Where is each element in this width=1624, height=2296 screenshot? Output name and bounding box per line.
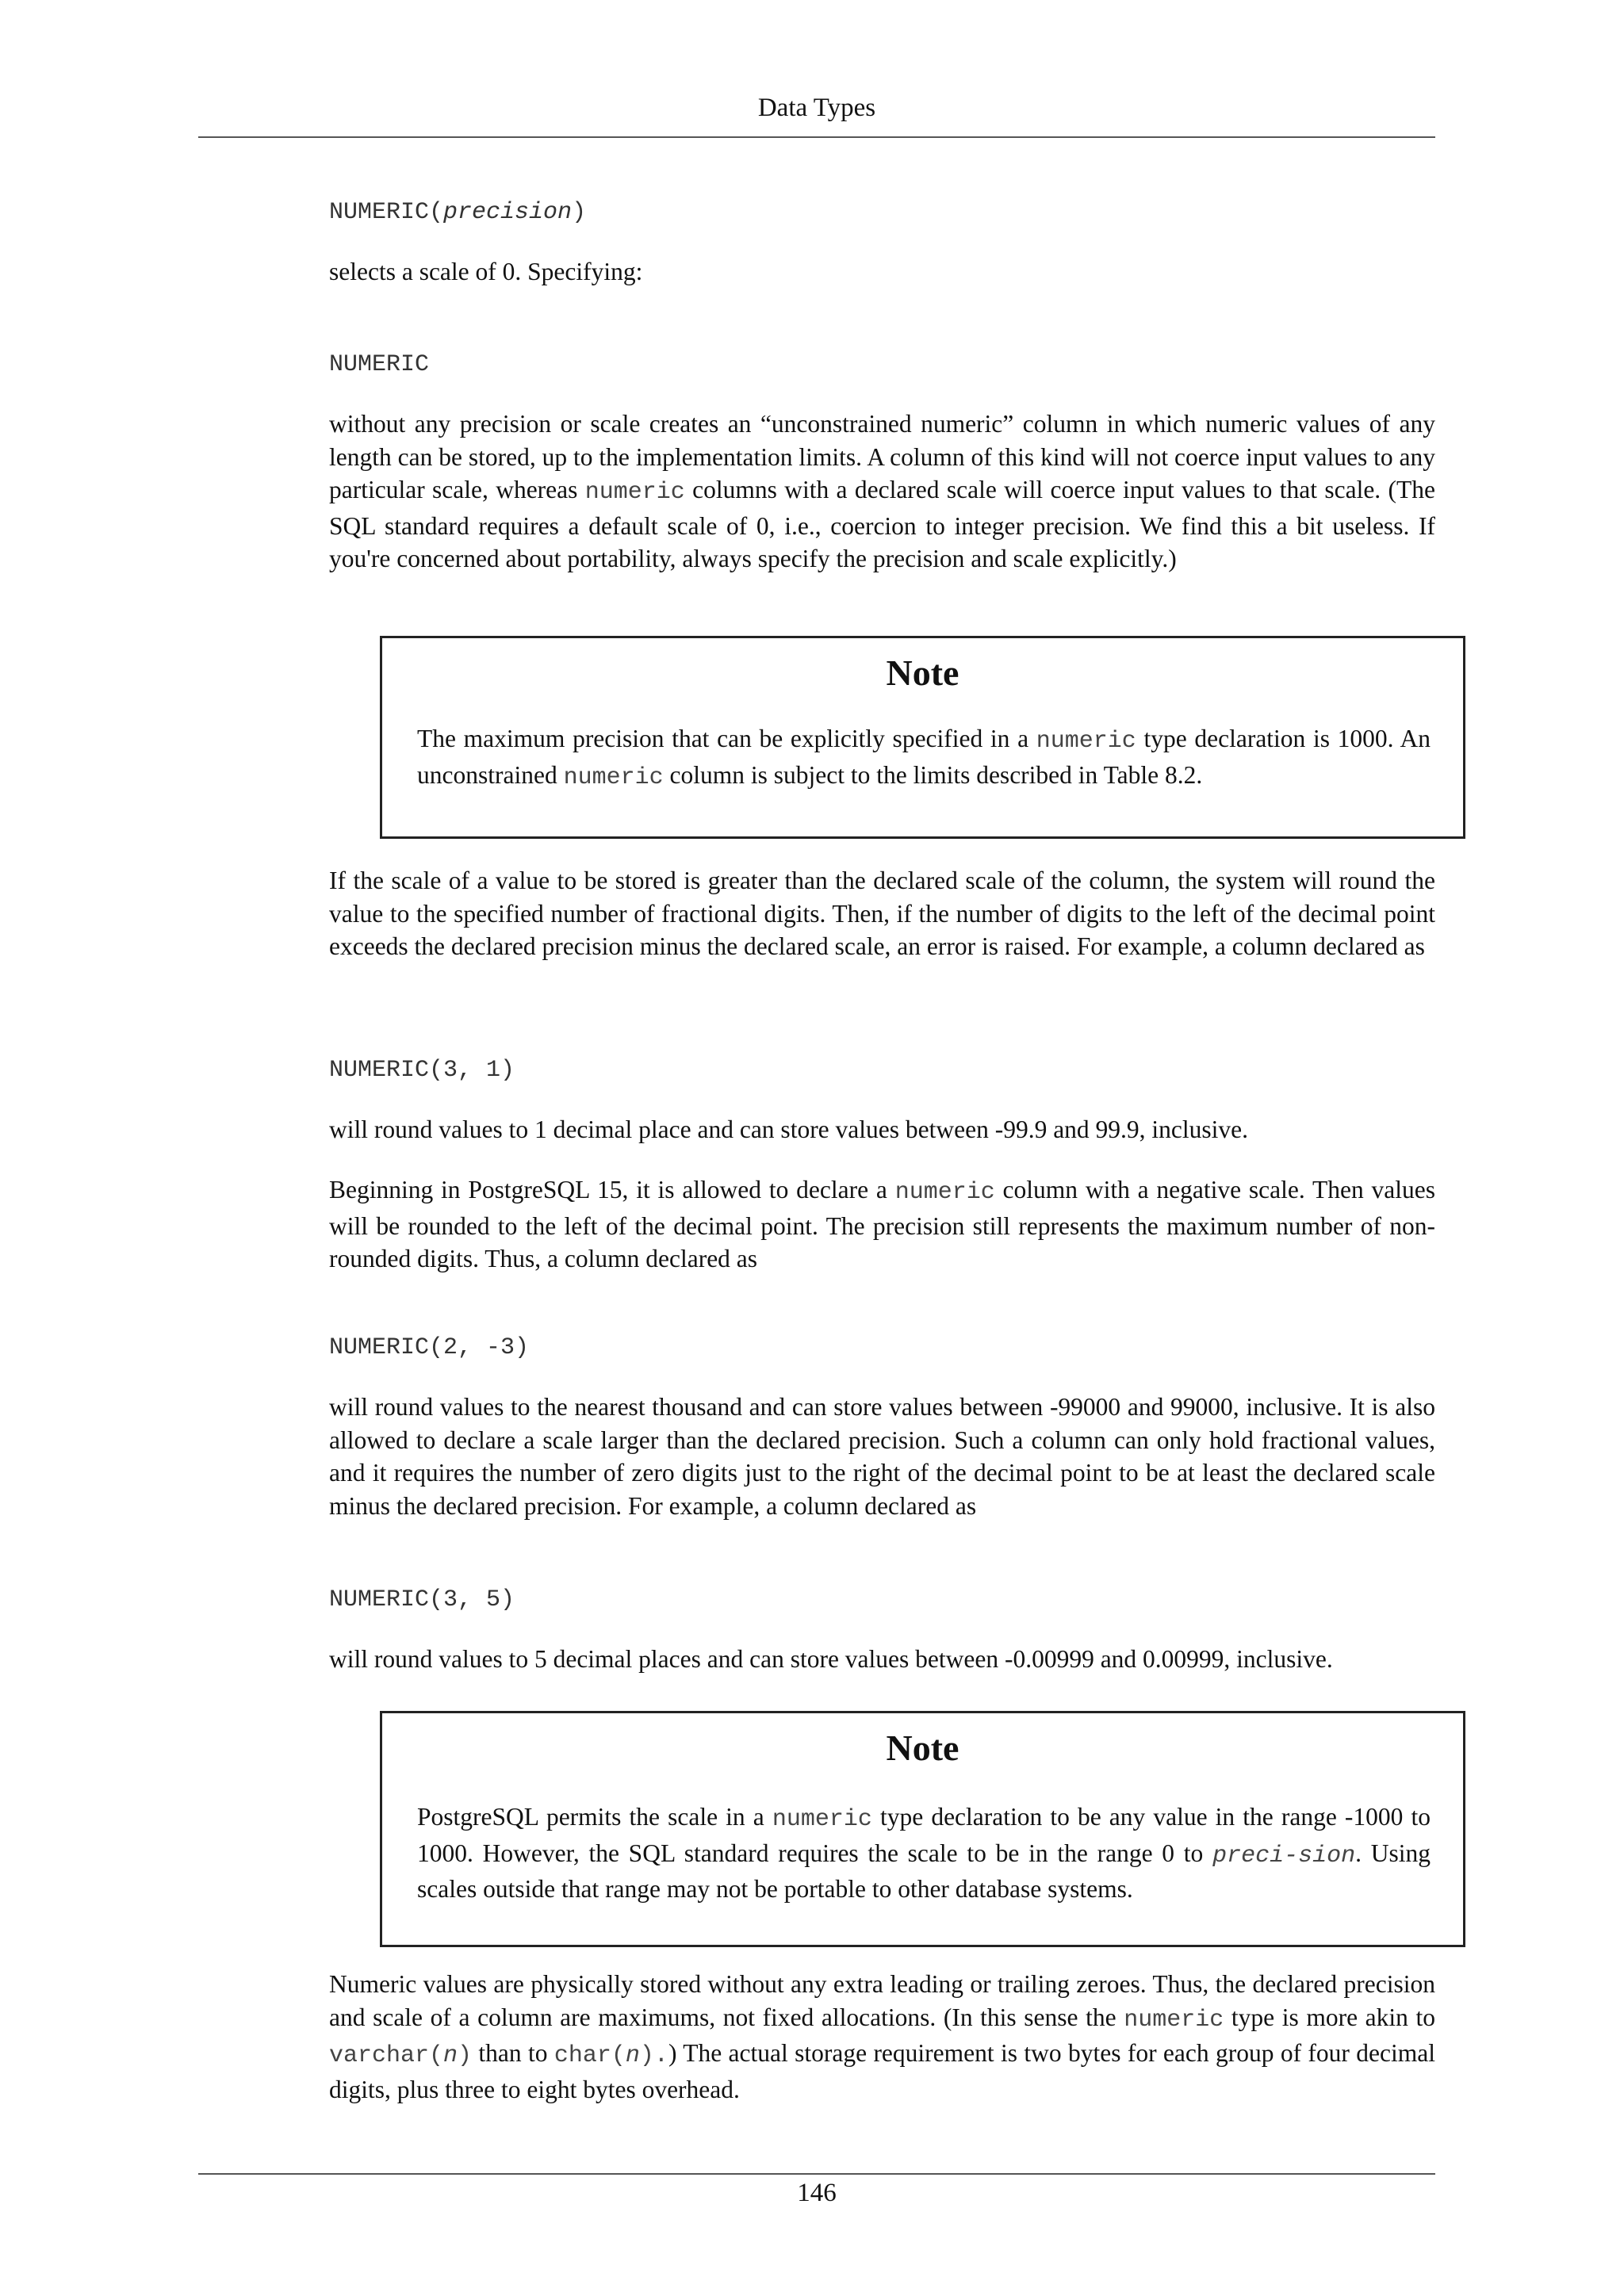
text: . Using scales outside that range may not be portable to other database systems. — [417, 1839, 1431, 1903]
paragraph-negative-scale — [329, 1173, 1435, 1276]
text: Numeric values are physically stored without any extra leading or trailing zeroes. Thus, the declared precision and scale of a column are maximums, not fixed allocations. (In this sense the — [329, 1970, 1435, 2031]
code-text: ). — [639, 2042, 668, 2069]
paragraph-unconstrained — [329, 408, 1435, 576]
inline-code-italic: preci-sion — [1212, 1842, 1356, 1869]
inline-code — [554, 2042, 668, 2069]
note-body — [417, 722, 1431, 794]
inline-code — [329, 2042, 472, 2069]
note-box-scale-range — [380, 1711, 1465, 1947]
paragraph-scale-zero: selects a scale of 0. Specifying: — [329, 258, 643, 285]
paragraph-nearest-thousand: will round values to the nearest thousand and can store values between -99000 and 99000, inclusive. It is also allowed to declare a scale larger than the declared precision. Such a column can only hold fractional values, and it requires the number of zero digits just to the right of the decimal point to be at least the declared scale minus the declared precision. For example, a column declared as — [329, 1393, 1435, 1520]
paragraph-storage — [329, 1968, 1435, 2106]
code-param: n — [443, 2042, 458, 2069]
text: The maximum precision that can be explicitly specified in a — [417, 725, 1036, 752]
text: columns with a declared scale will coerce input values to that scale. (The SQL standard requires a default scale of 0, i.e., coercion to integer precision. We find this a bit useless. If you're concerned about portability, always specify the precision and scale explicitly.) — [329, 476, 1435, 572]
text: ) The actual storage requirement is two bytes for each group of four decimal digits, plus three to eight bytes overhead. — [329, 2039, 1435, 2103]
note-box-max-precision — [380, 636, 1465, 839]
code-param: precision — [443, 199, 573, 226]
paragraph-rounding: If the scale of a value to be stored is greater than the declared scale of the column, the system will round the value to the specified number of fractional digits. Then, if the number of digits to the left of the decimal point exceeds the declared precision minus the declared scale, an error is raised. For example, a column declared as — [329, 867, 1435, 960]
code-text: NUMERIC( — [329, 199, 444, 226]
code-text: ) — [458, 2042, 473, 2069]
inline-code: numeric — [894, 1179, 995, 1206]
page-number: 146 — [797, 2179, 837, 2207]
text: type declaration is 1000. An unconstrained — [417, 725, 1431, 789]
inline-code: numeric — [563, 763, 664, 791]
note-title: Note — [886, 652, 959, 693]
code-numeric-precision — [329, 197, 1435, 228]
code-numeric-2-neg3: NUMERIC(2, -3) — [329, 1334, 530, 1361]
header-rule — [198, 136, 1435, 138]
text: PostgreSQL permits the scale in a — [417, 1803, 772, 1831]
code-text: char( — [553, 2042, 626, 2069]
text: column with a negative scale. Then values will be rounded to the left of the decimal point. The precision still represents the maximum number of non-rounded digits. Thus, a column declared as — [329, 1176, 1436, 1272]
page-header: Data Types — [757, 94, 876, 122]
text: column is subject to the limits described in Table 8.2. — [663, 760, 1203, 789]
inline-code: numeric — [1124, 2006, 1224, 2034]
code-param: n — [625, 2042, 640, 2069]
paragraph-round-1-decimal: will round values to 1 decimal place and can store values between -99.9 and 99.9, inclusive. — [329, 1115, 1249, 1143]
inline-code: numeric — [584, 479, 685, 506]
note-title: Note — [886, 1728, 959, 1768]
code-numeric-3-1: NUMERIC(3, 1) — [329, 1057, 515, 1084]
code-numeric: NUMERIC — [329, 351, 430, 378]
note-body — [417, 1800, 1431, 1906]
text: type is more akin to — [1224, 2003, 1436, 2031]
code-numeric-3-5: NUMERIC(3, 5) — [329, 1586, 515, 1613]
text: Beginning in PostgreSQL 15, it is allowed to declare a — [329, 1176, 895, 1203]
inline-code: numeric — [1036, 728, 1136, 755]
code-text: ) — [572, 199, 587, 226]
text: without any precision or scale creates an “unconstrained numeric” column in which numeric values of any length can be stored, up to the implementation limits. A column of this kind will not coerce input values to any particular scale, whereas — [329, 410, 1435, 503]
inline-code: numeric — [772, 1806, 872, 1833]
paragraph-round-5-decimal: will round values to 5 decimal places and can store values between -0.00999 and 0.00999, inclusive. — [329, 1645, 1333, 1673]
text: than to — [472, 2039, 554, 2067]
text: type declaration to be any value in the range -1000 to 1000. However, the SQL standard requires the scale to be in the range 0 to — [417, 1803, 1431, 1867]
footer-rule — [198, 2173, 1435, 2175]
code-text: varchar( — [329, 2042, 444, 2069]
